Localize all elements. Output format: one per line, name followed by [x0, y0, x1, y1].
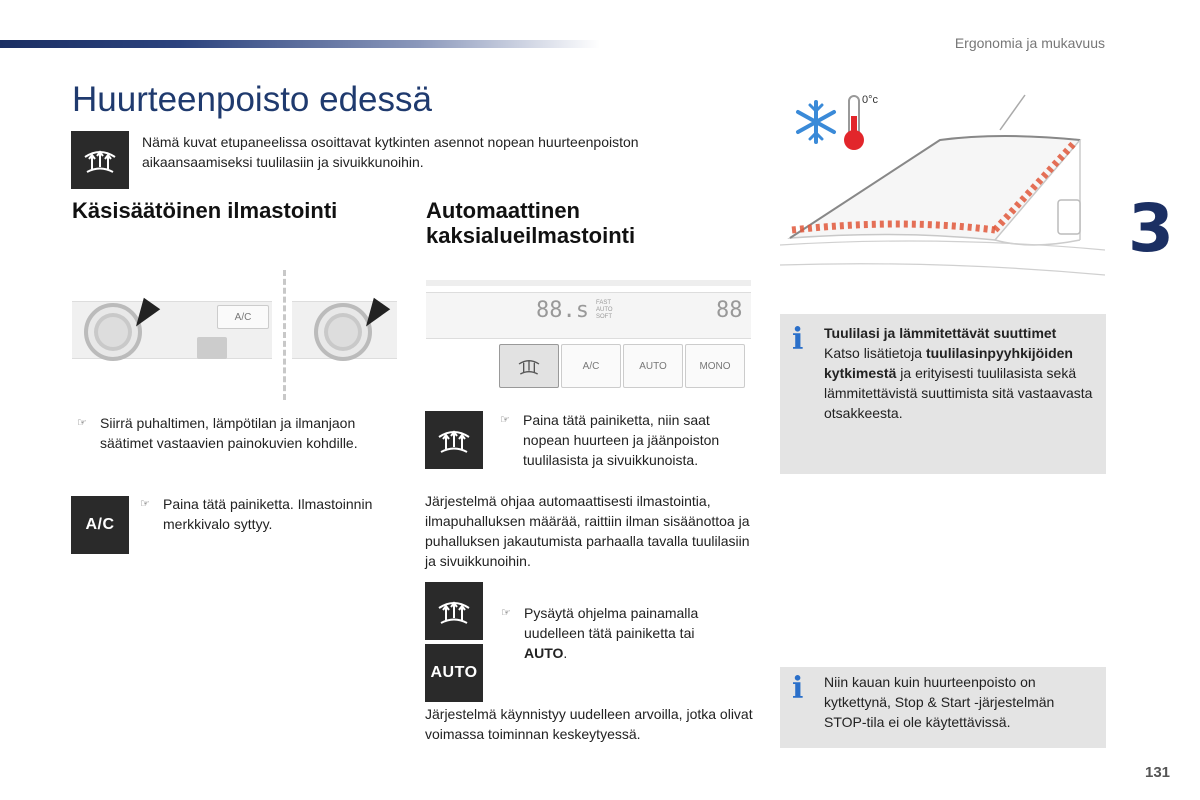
auto-paragraph-1: Järjestelmä ohjaa automaattisesti ilmastointia, ilmapuhalluksen määrää, raittiin ilman sisäänottoa ja puhalluksen jakautumista parhaalla tavalla tuulilasiin ja sivuikkunoihin. [425, 493, 750, 569]
defrost-icon [425, 411, 483, 469]
header-bar [0, 40, 600, 48]
divider [283, 270, 286, 400]
info-box-text: Niin kauan kuin huurteenpoisto on kytkettynä, Stop & Start -järjestelmän STOP-tila ei ole käytettävissä. [824, 674, 1055, 730]
ac-panel-button: A/C [561, 344, 621, 388]
manual-heading: Käsisäätöinen ilmastointi [72, 198, 338, 223]
auto-heading [426, 198, 635, 248]
display-temp-left: 88.s [536, 298, 589, 323]
ac-panel-button: A/C [217, 305, 269, 329]
defrost-panel-button [499, 344, 559, 388]
page-number: 131 [1145, 764, 1171, 781]
mono-panel-button: MONO [685, 344, 745, 388]
bullet-hand-icon: ☞ [500, 414, 510, 426]
windscreen-illustration [780, 90, 1105, 305]
display-mode: FAST AUTO SOFT [596, 300, 613, 320]
manual-panel-left [72, 293, 272, 368]
auto-icon: AUTO [425, 644, 483, 702]
ac-icon: A/C [71, 496, 129, 554]
defrost-icon [71, 131, 129, 189]
manual-bullet-1: ☞ Siirrä puhaltimen, lämpötilan ja ilmanjaon säätimet vastaavien painokuvien kohdille. [77, 415, 358, 451]
info-icon: i [792, 322, 804, 357]
auto-bullet-2: ☞ Pysäytä ohjelma painamalla uudelleen tätä painiketta tai AUTO. [501, 605, 699, 661]
info-icon: i [792, 671, 804, 706]
auto-heading-line2: kaksialueilmastointi [426, 223, 636, 248]
bullet-hand-icon: ☞ [501, 607, 511, 619]
intro-text: Nämä kuvat etupaneelissa osoittavat kytkinten asennot nopean huurteenpoiston aikaansaamiseksi tuulilasiin ja sivuikkunoihin. [142, 134, 639, 170]
manual-bullet-2: ☞ Paina tätä painiketta. Ilmastoinnin merkkivalo syttyy. [140, 496, 373, 532]
defrost-icon [425, 582, 483, 640]
defrost-panel-button [197, 337, 227, 359]
bullet-hand-icon: ☞ [77, 417, 87, 429]
temperature-label: 0°c [862, 94, 879, 106]
page-title: Huurteenpoisto edessä [72, 80, 432, 119]
bullet-hand-icon: ☞ [140, 498, 150, 510]
auto-paragraph-2: Järjestelmä käynnistyy uudelleen arvoilla, jotka olivat voimassa toiminnan keskeytyessä. [425, 706, 753, 742]
auto-panel-button: AUTO [623, 344, 683, 388]
manual-panel-right [292, 293, 397, 368]
display-temp-right: 88 [716, 298, 743, 323]
chapter-number: 3 [1128, 190, 1174, 267]
info-box-text: Tuulilasi ja lämmitettävät suuttimet Katso lisätietoja tuulilasinpyyhkijöiden kytkimestä ja erityisesti tuulilasista sekä lämmitettävistä suuttimista sitä vastaavasta otsakkeesta. [824, 325, 1093, 421]
chapter-title: Ergonomia ja mukavuus [954, 35, 1105, 51]
info-box-windscreen [780, 314, 1106, 474]
auto-heading-line1: Automaattinen [426, 198, 580, 223]
snowflake-icon [798, 102, 834, 142]
info-box-stop-start [780, 667, 1106, 748]
thermometer-icon [844, 96, 864, 150]
auto-bullet-1: ☞ Paina tätä painiketta, niin saat nopean huurteen ja jäänpoiston tuulilasista ja sivuikkunoista. [500, 412, 720, 468]
auto-panel [426, 280, 751, 390]
